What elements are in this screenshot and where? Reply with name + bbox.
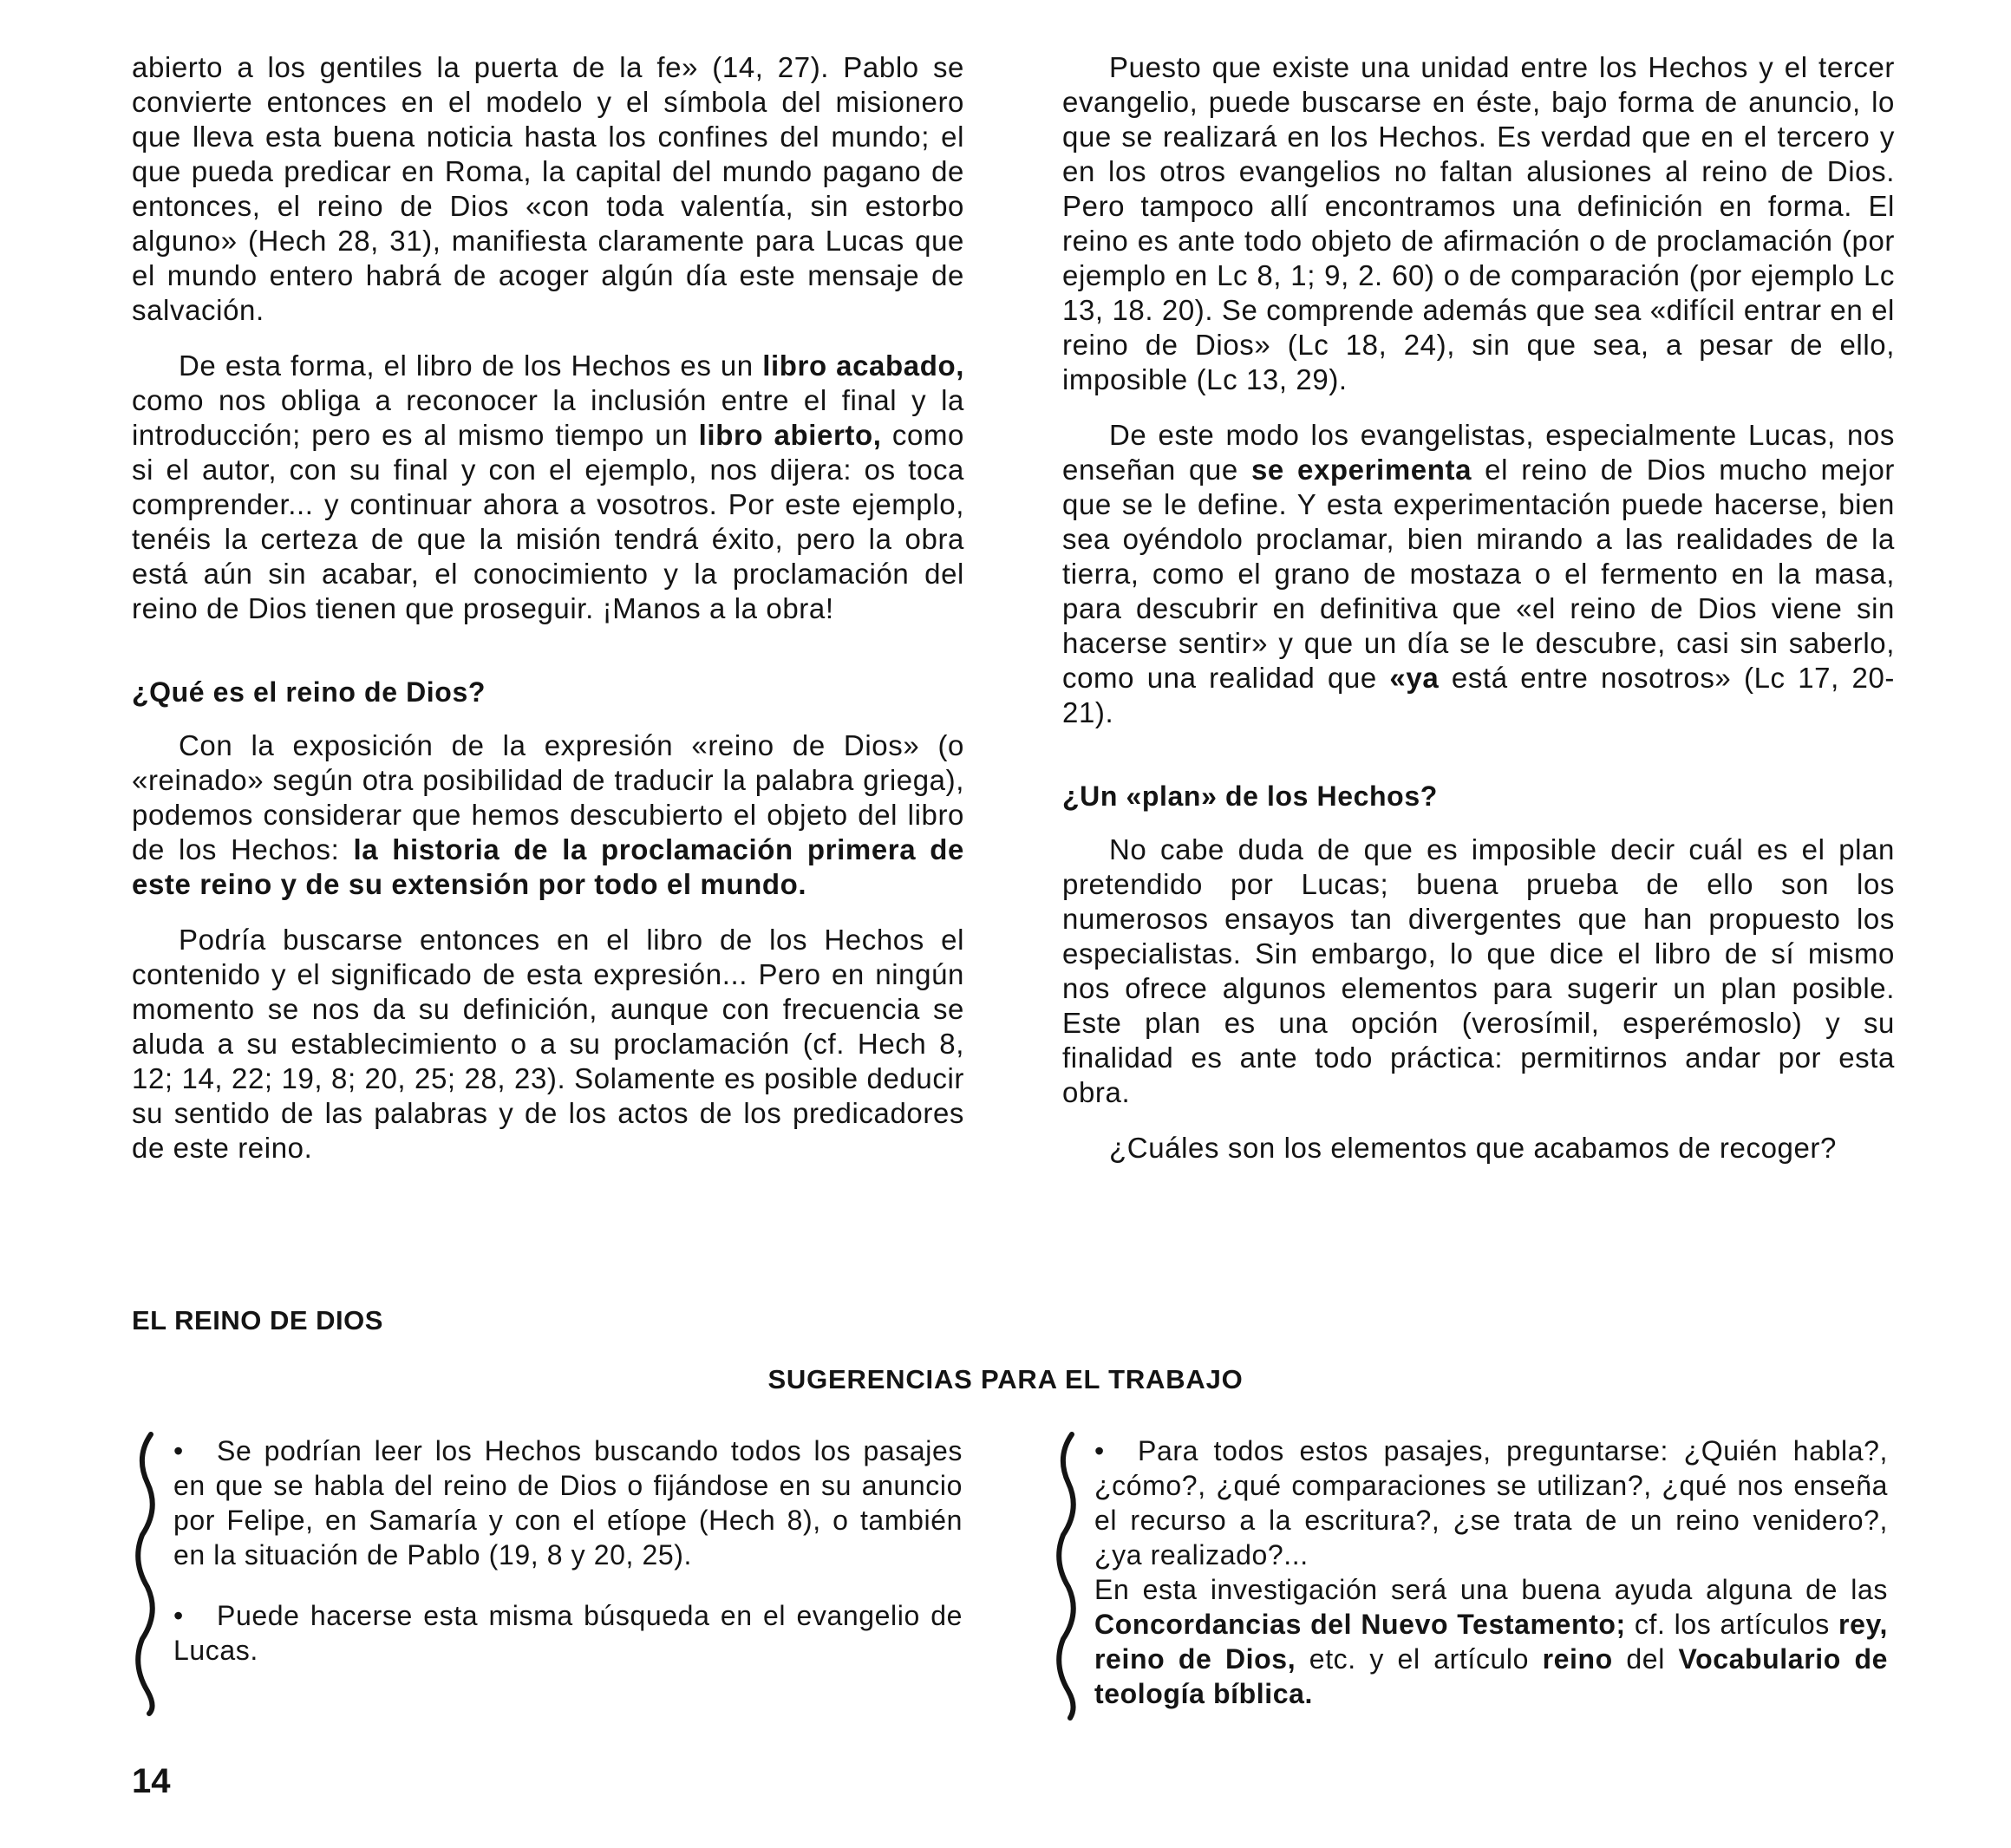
text-run: como si el autor, con su final y con el ejemplo, nos dijera: os toca comprender... y continuar ahora a vosotros. Por este ejemplo, tenéis la certeza de que la misión tendrá éxito, pero la obra está aún sin acabar, el conocimiento y la proclamación del reino de Dios tienen que proseguir. ¡Manos a la obra! <box>132 419 965 624</box>
right-brace-decoration <box>1051 1431 1081 1721</box>
text-run: el reino de Dios mucho mejor que se le define. Y esta experimentación puede hacerse, bien sea oyéndolo proclamar, bien mirando a las realidades de la tierra, como el grano de mostaza o el fermento en la masa, para descubrir en definitiva que «el reino de Dios viene sin hacerse sentir» y que un día se le descubre, casi sin saberlo, como una realidad que <box>1062 454 1896 694</box>
text-run: Con la exposición de la expresión «reino de Dios» (o «reinado» según otra posibilidad de traducir la palabra griega), podemos considerar que hemos descubierto el objeto del libro de los Hechos: <box>132 729 964 865</box>
bold-text: libro abierto, <box>698 419 882 451</box>
suggestion-item <box>1094 1433 1888 1572</box>
left-brace-decoration <box>130 1431 160 1717</box>
page-number: 14 <box>132 1762 171 1800</box>
text-run: etc. y el artículo <box>1296 1643 1543 1675</box>
bullet-icon: • <box>173 1435 184 1466</box>
left-text-column <box>132 50 964 1186</box>
suggestion-item <box>173 1433 963 1572</box>
paragraph <box>132 728 964 902</box>
suggestion-text: Se podrían leer los Hechos buscando todos los pasajes en que se habla del reino de Dios o fijándose en su anuncio por Felipe, en Samaría y con el etíope (Hech 8), o también en la situación de Pablo (19, 8 y 20, 25). <box>173 1435 963 1570</box>
text-run: En esta investigación será una buena ayuda alguna de las <box>1094 1574 1888 1605</box>
bold-text: la historia de la proclamación primera de este reino y de su extensión por todo el mundo. <box>132 833 964 900</box>
suggestion-note <box>1094 1572 1888 1711</box>
bullet-icon: • <box>173 1600 184 1631</box>
paragraph: Puesto que existe una unidad entre los Hechos y el tercer evangelio, puede buscarse en éste, bajo forma de anuncio, lo que se realizará en los Hechos. Es verdad que en el tercero y en los otros evangelios no faltan alusiones al reino de Dios. Pero tampoco allí encontramos una definición en forma. El reino es ante todo objeto de afirmación o de proclamación (por ejemplo en Lc 8, 1; 9, 2. 60) o de comparación (por ejemplo Lc 13, 18. 20). Se comprende además que sea «difícil entrar en el reino de Dios» (Lc 18, 24), sin que sea, a pesar de ello, imposible (Lc 13, 29). <box>1062 51 1895 395</box>
text-run: está entre nosotros» (Lc 17, 20-21). <box>1062 662 1895 728</box>
paragraph: Podría buscarse entonces en el libro de los Hechos el contenido y el significado de esta expresión... Pero en ningún momento se nos da su definición, aunque con frecuencia se aluda a su establecimiento o a su proclamación (cf. Hech 8, 12; 14, 22; 19, 8; 20, 25; 28, 23). Solamente es posible deducir su sentido de las palabras y de los actos de los predicadores de este reino. <box>132 924 964 1164</box>
bold-text: reino <box>1542 1643 1613 1675</box>
suggestion-text: Para todos estos pasajes, preguntarse: ¿Quién habla?, ¿cómo?, ¿qué comparaciones se utilizan?, ¿qué nos enseña el recurso a la escritura?, ¿se trata de un reino venidero?, ¿ya realizado?... <box>1094 1435 1888 1570</box>
right-text-column <box>1062 50 1895 1186</box>
suggestion-item <box>173 1598 963 1668</box>
paragraph: ¿Cuáles son los elementos que acabamos de recoger? <box>1109 1132 1837 1164</box>
paragraph <box>132 349 964 626</box>
bullet-icon: • <box>1094 1435 1105 1466</box>
suggestions-title: SUGERENCIAS PARA EL TRABAJO <box>767 1364 1244 1394</box>
bold-text: Vocabulario de teología bíblica. <box>1094 1643 1889 1709</box>
text-run: del <box>1612 1643 1679 1675</box>
section-heading: ¿Un «plan» de los Hechos? <box>1062 780 1438 812</box>
paragraph: No cabe duda de que es imposible decir cuál es el plan pretendido por Lucas; buena prueba de ello son los numerosos ensayos tan divergentes que han propuesto los especialistas. Sin embargo, lo que dice el libro de sí mismo nos ofrece algunos elementos para sugerir un plan posible. Este plan es una opción (verosímil, esperémoslo) y su finalidad es ante todo práctica: permitirnos andar por esta obra. <box>1062 833 1895 1108</box>
suggestions-left-box <box>173 1433 963 1694</box>
suggestions-right-box <box>1094 1433 1888 1737</box>
suggestion-text: Puede hacerse esta misma búsqueda en el evangelio de Lucas. <box>173 1600 963 1666</box>
bold-text: libro acabado, <box>762 349 964 382</box>
bold-text: «ya <box>1389 662 1440 694</box>
paragraph: abierto a los gentiles la puerta de la fe» (14, 27). Pablo se convierte entonces en el modelo y el símbola del misionero que lleva esta buena noticia hasta los confines del mundo; el que pueda predicar en Roma, la capital del mundo pagano de entonces, el reino de Dios «con toda valentía, sin estorbo alguno» (Hech 28, 31), manifiesta claramente para Lucas que el mundo entero habrá de acoger algún día este mensaje de salvación. <box>132 51 964 326</box>
text-run: De este modo los evangelistas, especialmente Lucas, nos enseñan que <box>1062 419 1895 486</box>
text-run: De esta forma, el libro de los Hechos es un <box>179 349 763 382</box>
bold-text: Concordancias del Nuevo Testamento; <box>1094 1609 1626 1640</box>
bold-text: se experimenta <box>1250 454 1472 486</box>
text-run: como nos obliga a reconocer la inclusión entre el final y la introducción; pero es al mismo tiempo un <box>132 384 964 451</box>
running-title: EL REINO DE DIOS <box>132 1305 383 1335</box>
paragraph <box>1062 418 1895 730</box>
section-heading: ¿Qué es el reino de Dios? <box>132 676 486 708</box>
bold-text: rey, reino de Dios, <box>1094 1609 1889 1675</box>
text-run: cf. los artículos <box>1625 1609 1839 1640</box>
